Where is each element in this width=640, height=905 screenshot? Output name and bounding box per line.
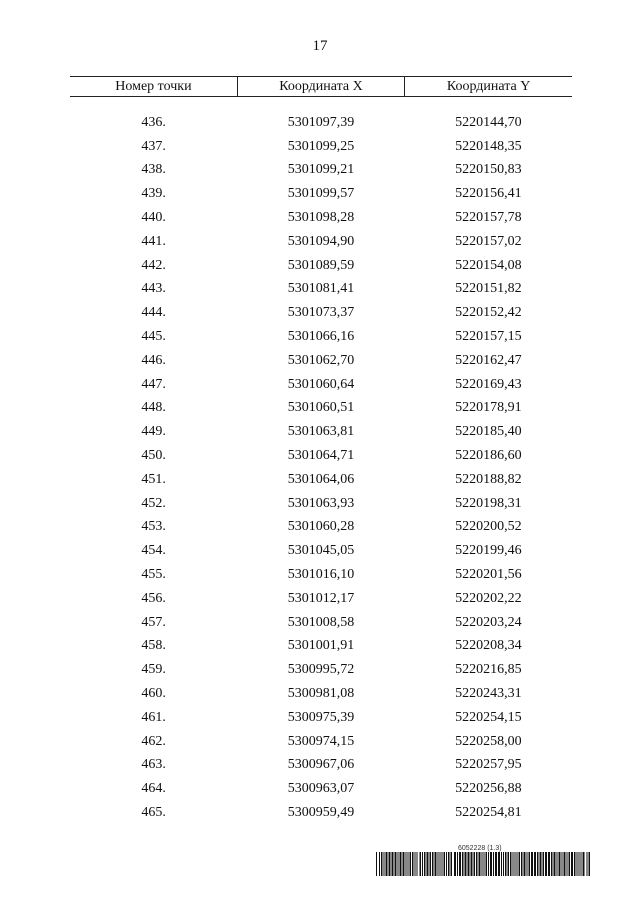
cell-coordinate-y: 5220203,24 [455,614,522,630]
cell-coordinate-x: 5301098,28 [287,210,355,226]
cell-coordinate-y: 5220144,70 [455,114,522,130]
table-row [70,373,572,397]
table-row [70,777,572,801]
cell-coordinate-x: 5301008,58 [287,614,355,630]
table-row [70,182,572,206]
cell-coordinate-x: 5301012,17 [287,590,355,606]
cell-point-number: 445. [141,329,166,345]
cell-coordinate-y: 5220157,02 [455,233,522,249]
cell-coordinate-x: 5301060,64 [287,376,355,392]
cell-coordinate-x: 5301001,91 [287,638,355,654]
barcode-image [376,852,590,876]
table-row [70,706,572,730]
cell-point-number: 455. [141,567,166,583]
cell-coordinate-x: 5301060,28 [287,519,355,535]
cell-coordinate-y: 5220156,41 [455,186,522,202]
table-row [70,135,572,159]
cell-point-number: 451. [141,471,166,487]
cell-coordinate-x: 5300975,39 [287,709,355,725]
cell-coordinate-y: 5220188,82 [455,471,522,487]
cell-coordinate-y: 5220254,15 [455,709,522,725]
cell-coordinate-x: 5301064,71 [287,448,355,464]
table-row [70,111,572,135]
cell-coordinate-x: 5301099,57 [287,186,355,202]
cell-point-number: 456. [141,590,166,606]
cell-point-number: 446. [141,352,166,368]
document-code: 6052228 (1.3) [458,845,502,852]
cell-coordinate-x: 5301099,25 [287,138,355,154]
cell-point-number: 463. [141,757,166,773]
cell-coordinate-x: 5301045,05 [287,543,355,559]
cell-point-number: 437. [141,138,166,154]
cell-coordinate-x: 5301094,90 [287,233,355,249]
table-row [70,754,572,778]
cell-coordinate-x: 5301062,70 [287,352,355,368]
cell-coordinate-y: 5220256,88 [455,781,522,797]
cell-coordinate-y: 5220151,82 [455,281,522,297]
cell-coordinate-y: 5220152,42 [455,305,522,321]
table-row [70,539,572,563]
cell-coordinate-y: 5220199,46 [455,543,522,559]
cell-coordinate-x: 5301099,21 [287,162,355,178]
table-row [70,230,572,254]
table-row [70,516,572,540]
header-point-number: Номер точки [70,77,237,97]
cell-coordinate-y: 5220257,95 [455,757,522,773]
coordinates-table [70,76,572,825]
table-row [70,730,572,754]
cell-coordinate-x: 5301073,37 [287,305,355,321]
table-row [70,611,572,635]
cell-point-number: 438. [141,162,166,178]
cell-point-number: 457. [141,614,166,630]
table-row [70,492,572,516]
cell-coordinate-y: 5220157,15 [455,329,522,345]
table-spacer [70,97,572,112]
table-row [70,444,572,468]
cell-coordinate-y: 5220178,91 [455,400,522,416]
cell-coordinate-y: 5220208,34 [455,638,522,654]
cell-coordinate-y: 5220169,43 [455,376,522,392]
cell-point-number: 442. [141,257,166,273]
cell-point-number: 453. [141,519,166,535]
cell-point-number: 458. [141,638,166,654]
cell-point-number: 439. [141,186,166,202]
table-row [70,254,572,278]
cell-coordinate-y: 5220201,56 [455,567,522,583]
header-coordinate-x: Координата X [237,77,404,97]
table-row [70,301,572,325]
cell-point-number: 448. [141,400,166,416]
cell-point-number: 450. [141,448,166,464]
cell-point-number: 444. [141,305,166,321]
cell-coordinate-y: 5220162,47 [455,352,522,368]
cell-point-number: 447. [141,376,166,392]
header-coordinate-y: Координата Y [405,77,572,97]
table-row [70,397,572,421]
table-row [70,682,572,706]
table-row [70,278,572,302]
cell-point-number: 464. [141,781,166,797]
table-body [70,97,572,825]
cell-coordinate-x: 5300995,72 [287,662,355,678]
cell-point-number: 462. [141,733,166,749]
cell-point-number: 461. [141,709,166,725]
cell-coordinate-x: 5300963,07 [287,781,355,797]
cell-coordinate-y: 5220154,08 [455,257,522,273]
cell-point-number: 452. [141,495,166,511]
table-row [70,801,572,825]
table-row [70,159,572,183]
table-row [70,420,572,444]
cell-coordinate-y: 5220243,31 [455,686,522,702]
cell-point-number: 449. [141,424,166,440]
cell-point-number: 436. [141,114,166,130]
cell-coordinate-y: 5220186,60 [455,448,522,464]
cell-coordinate-x: 5300959,49 [287,805,355,820]
table-row [70,206,572,230]
cell-coordinate-x: 5300967,06 [287,757,355,773]
cell-coordinate-x: 5301060,51 [287,400,355,416]
cell-coordinate-y: 5220157,78 [455,210,522,226]
table-row [70,587,572,611]
table-row [70,349,572,373]
cell-point-number: 459. [141,662,166,678]
table-header-row [70,77,572,97]
cell-coordinate-x: 5301063,81 [287,424,355,440]
cell-point-number: 465. [141,805,166,820]
cell-coordinate-y: 5220150,83 [455,162,522,178]
cell-coordinate-x: 5301064,06 [287,471,355,487]
table-row [70,468,572,492]
table-row [70,635,572,659]
cell-coordinate-y: 5220148,35 [455,138,522,154]
cell-coordinate-x: 5301063,93 [287,495,355,511]
cell-coordinate-y: 5220200,52 [455,519,522,535]
cell-point-number: 440. [141,210,166,226]
cell-coordinate-x: 5301016,10 [287,567,355,583]
cell-coordinate-y: 5220254,81 [455,805,522,820]
cell-coordinate-x: 5301066,16 [287,329,355,345]
cell-coordinate-y: 5220198,31 [455,495,522,511]
cell-point-number: 441. [141,233,166,249]
cell-coordinate-x: 5301089,59 [287,257,355,273]
table-row [70,658,572,682]
cell-coordinate-y: 5220216,85 [455,662,522,678]
cell-coordinate-x: 5300974,15 [287,733,355,749]
table-row [70,563,572,587]
table-row [70,325,572,349]
cell-coordinate-y: 5220258,00 [455,733,522,749]
cell-coordinate-x: 5300981,08 [287,686,355,702]
cell-point-number: 460. [141,686,166,702]
cell-coordinate-y: 5220202,22 [455,590,522,606]
page-number: 17 [312,38,328,54]
cell-point-number: 454. [141,543,166,559]
cell-coordinate-y: 5220185,40 [455,424,522,440]
cell-coordinate-x: 5301081,41 [287,281,355,297]
cell-point-number: 443. [141,281,166,297]
cell-coordinate-x: 5301097,39 [287,114,355,130]
